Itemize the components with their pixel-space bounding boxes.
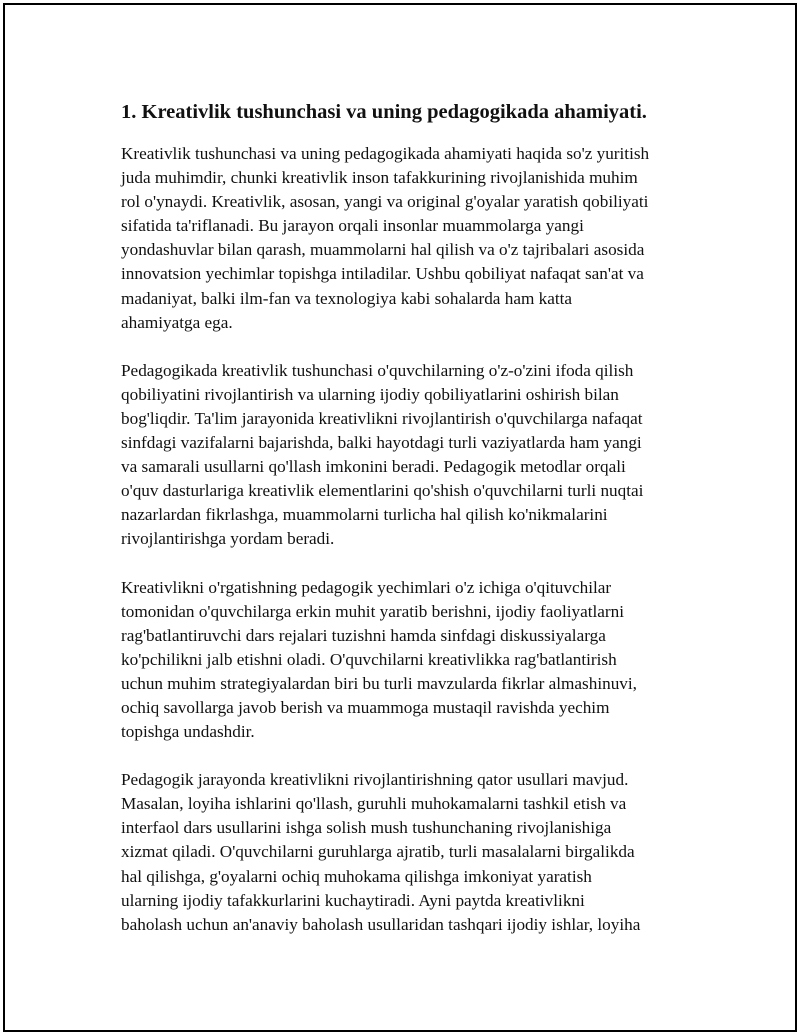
text-line: sifatida ta'riflanadi. Bu jarayon orqali insonlar muammolarga yangi <box>121 216 584 236</box>
text-line: Kreativlikni o'rgatishning pedagogik yechimlari o'z ichiga o'qituvchilar <box>121 577 612 597</box>
text-line: hal qilishga, g'oyalarni ochiq muhokama qilishga imkoniyat yaratish <box>121 866 592 886</box>
text-line: madaniyat, balki ilm-fan va texnologiya kabi sohalarda ham katta <box>121 288 573 308</box>
text-line: rivojlantirishga yordam beradi. <box>121 529 335 549</box>
text-line: rol o'ynaydi. Kreativlik, asosan, yangi va original g'oyalar yaratish qobiliyati <box>121 192 649 212</box>
text-line: xizmat qiladi. O'quvchilarni guruhlarga ajratib, turli masalalarni birgalikda <box>121 842 635 862</box>
text-line: topishga undashdir. <box>121 722 255 742</box>
text-line: qobiliyatini rivojlantirish va ularning ijodiy qobiliyatlarini oshirish bilan <box>121 384 619 404</box>
paragraph <box>121 576 701 745</box>
text-line: yondashuvlar bilan qarash, muammolarni hal qilish va o'z tajribalari asosida <box>121 240 645 260</box>
text-line: baholash uchun an'anaviy baholash usullaridan tashqari ijodiy ishlar, loyiha <box>121 914 641 934</box>
text-line: Pedagogikada kreativlik tushunchasi o'quvchilarning o'z-o'zini ifoda qilish <box>121 360 634 380</box>
section-heading: 1. Kreativlik tushunchasi va uning pedagogikada ahamiyati. <box>121 101 647 123</box>
text-line: sinfdagi vazifalarni bajarishda, balki hayotdagi turli vaziyatlarda ham yangi <box>121 433 642 453</box>
text-line: ko'pchilikni jalb etishni oladi. O'quvchilarni kreativlikka rag'batlantirish <box>121 649 617 669</box>
text-line: o'quv dasturlariga kreativlik elementlarini qo'shish o'quvchilarni turli nuqtai <box>121 481 644 501</box>
text-line: innovatsion yechimlar topishga intiladilar. Ushbu qobiliyat nafaqat san'at va <box>121 264 644 284</box>
text-line: ahamiyatga ega. <box>121 312 233 332</box>
text-line: uchun muhim strategiyalardan biri bu turli mavzularda fikrlar almashinuvi, <box>121 673 637 693</box>
paragraph <box>121 768 701 937</box>
text-line: tomonidan o'quvchilarga erkin muhit yaratib berishni, ijodiy faoliyatlarni <box>121 601 625 621</box>
text-line: Pedagogik jarayonda kreativlikni rivojlantirishning qator usullari mavjud. <box>121 770 629 790</box>
paragraph <box>121 359 701 552</box>
text-line: ochiq savollarga javob berish va muammoga mustaqil ravishda yechim <box>121 697 610 717</box>
text-line: interfaol dars usullarini ishga solish mush tushunchaning rivojlanishiga <box>121 818 612 838</box>
page-frame <box>3 3 797 1032</box>
text-line: Masalan, loyiha ishlarini qo'llash, guruhli muhokamalarni tashkil etish va <box>121 794 627 814</box>
paragraph <box>121 142 701 335</box>
text-line: rag'batlantiruvchi dars rejalari tuzishni hamda sinfdagi diskussiyalarga <box>121 625 606 645</box>
text-line: bog'liqdir. Ta'lim jarayonida kreativlikni rivojlantirish o'quvchilarga nafaqat <box>121 408 643 428</box>
text-line: Kreativlik tushunchasi va uning pedagogikada ahamiyati haqida so'z yuritish <box>121 144 650 163</box>
text-line: nazarlardan fikrlashga, muammolarni turlicha hal qilish ko'nikmalarini <box>121 505 608 525</box>
text-line: ularning ijodiy tafakkurlarini kuchaytiradi. Ayni paytda kreativlikni <box>121 890 585 910</box>
document-body <box>121 98 701 961</box>
text-line: juda muhimdir, chunki kreativlik inson tafakkurining rivojlanishida muhim <box>121 168 638 188</box>
text-line: va samarali usullarni qo'llash imkonini beradi. Pedagogik metodlar orqali <box>121 457 626 477</box>
